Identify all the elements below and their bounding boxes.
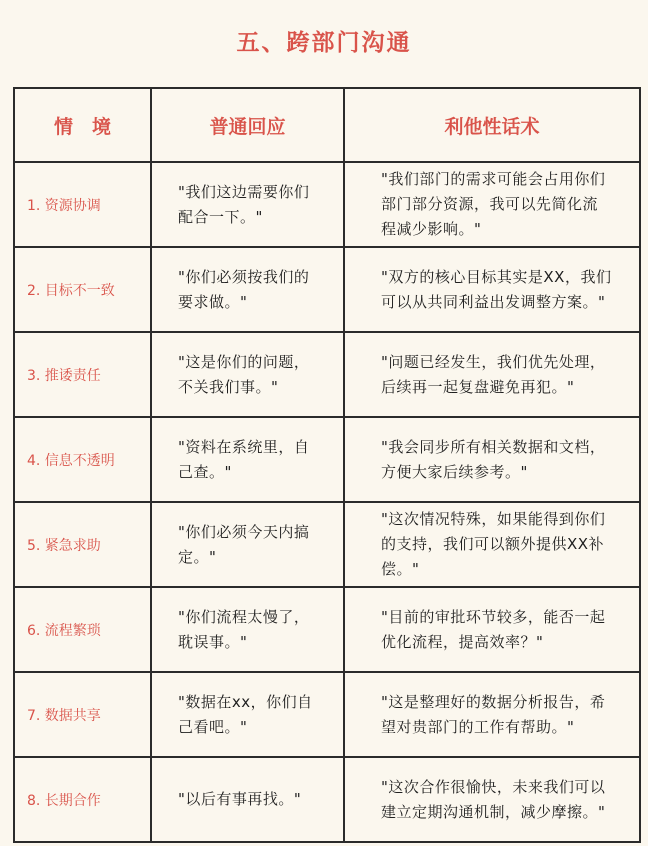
situation-cell: 3. 推诿责任 [14, 332, 151, 417]
altruistic-phrasing-cell: "这是整理好的数据分析报告，希望对贵部门的工作有帮助。" [344, 672, 640, 757]
normal-response-cell: "我们这边需要你们配合一下。" [151, 162, 344, 247]
altruistic-phrasing-cell: "这次合作很愉快，未来我们可以建立定期沟通机制，减少摩擦。" [344, 757, 640, 842]
normal-response-cell: "你们流程太慢了，耽误事。" [151, 587, 344, 672]
table-header-row [14, 88, 640, 162]
altruistic-phrasing-cell: "我们部门的需求可能会占用你们部门部分资源，我可以先简化流程减少影响。" [344, 162, 640, 247]
normal-response-cell: "你们必须按我们的要求做。" [151, 247, 344, 332]
normal-response-cell: "以后有事再找。" [151, 757, 344, 842]
page-title: 五、跨部门沟通 [236, 30, 412, 56]
header-altruistic-phrasing: 利他性话术 [344, 88, 640, 162]
situation-cell: 1. 资源协调 [14, 162, 151, 247]
normal-response-cell: "数据在xx，你们自己看吧。" [151, 672, 344, 757]
header-situation: 情 境 [14, 88, 151, 162]
table-row [14, 332, 640, 417]
altruistic-phrasing-cell: "我会同步所有相关数据和文档，方便大家后续参考。" [344, 417, 640, 502]
table-row [14, 247, 640, 332]
normal-response-cell: "这是你们的问题，不关我们事。" [151, 332, 344, 417]
situation-cell: 8. 长期合作 [14, 757, 151, 842]
altruistic-phrasing-cell: "问题已经发生，我们优先处理，后续再一起复盘避免再犯。" [344, 332, 640, 417]
normal-response-cell: "资料在系统里，自己查。" [151, 417, 344, 502]
table-row [14, 587, 640, 672]
table-row [14, 672, 640, 757]
situation-cell: 7. 数据共享 [14, 672, 151, 757]
situation-cell: 6. 流程繁琐 [14, 587, 151, 672]
situation-cell: 2. 目标不一致 [14, 247, 151, 332]
table-row [14, 417, 640, 502]
header-normal-response: 普通回应 [151, 88, 344, 162]
table-row [14, 162, 640, 247]
altruistic-phrasing-cell: "这次情况特殊，如果能得到你们的支持，我们可以额外提供XX补偿。" [344, 502, 640, 587]
altruistic-phrasing-cell: "双方的核心目标其实是XX，我们可以从共同利益出发调整方案。" [344, 247, 640, 332]
altruistic-phrasing-cell: "目前的审批环节较多，能否一起优化流程，提高效率？" [344, 587, 640, 672]
communication-table [13, 87, 641, 843]
table-row [14, 502, 640, 587]
situation-cell: 4. 信息不透明 [14, 417, 151, 502]
situation-cell: 5. 紧急求助 [14, 502, 151, 587]
normal-response-cell: "你们必须今天内搞定。" [151, 502, 344, 587]
table-row [14, 757, 640, 842]
